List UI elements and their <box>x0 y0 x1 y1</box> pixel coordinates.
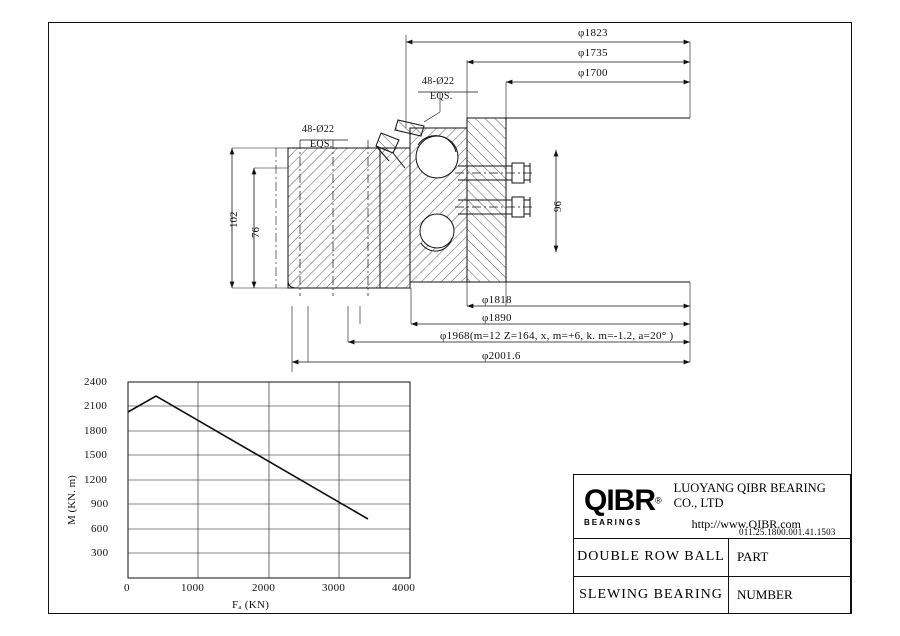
chart-xtick-0: 0 <box>124 582 130 594</box>
hole-note-upper-line1: 48-Ø22 <box>422 76 455 87</box>
hole-note-upper-line2: EQS. <box>430 91 453 102</box>
dim-label-76: 76 <box>250 227 262 238</box>
hole-note-lower-line2: EQS. <box>310 139 333 150</box>
hole-note-lower-line1: 48-Ø22 <box>302 124 335 135</box>
part-number-cell <box>729 539 850 613</box>
chart-ytick-1800: 1800 <box>84 425 108 437</box>
dim-label-1823: φ1823 <box>578 27 608 39</box>
chart-xtick-4000: 4000 <box>392 582 416 594</box>
chart-ytick-1200: 1200 <box>84 474 108 486</box>
chart-ytick-1500: 1500 <box>84 449 108 461</box>
chart-xtick-2000: 2000 <box>252 582 276 594</box>
dim-label-1968: φ1968(m=12 Z=164, x, m=+6, k. m=-1.2, a=20° ) <box>440 330 674 342</box>
title-block-info-row <box>574 539 850 613</box>
part-number-value: 011.25.1800.001.41.1503 <box>739 527 836 537</box>
chart-ytick-2100: 2100 <box>84 400 108 412</box>
title-block <box>573 474 851 614</box>
dim-label-1818: φ1818 <box>482 294 512 306</box>
company-name: LUOYANG QIBR BEARING CO., LTD <box>673 481 826 510</box>
dim-label-1890: φ1890 <box>482 312 512 324</box>
company-website: http://www.QIBR.com <box>691 517 801 531</box>
chart-xtick-1000: 1000 <box>181 582 205 594</box>
registered-trademark-icon: ® <box>655 495 662 506</box>
chart-yaxis-label: M (KN. m) <box>66 475 78 525</box>
chart-ytick-600: 600 <box>91 523 109 535</box>
part-label-2: NUMBER <box>737 586 793 602</box>
logo-subtitle: BEARINGS <box>584 518 643 527</box>
product-line-2: SLEWING BEARING <box>579 586 723 602</box>
chart-xtick-3000: 3000 <box>322 582 346 594</box>
chart-xaxis-label: Fₐ (KN) <box>232 599 270 611</box>
part-label-1: PART <box>729 539 850 577</box>
dim-label-2001: φ2001.6 <box>482 350 521 362</box>
chart-ytick-300: 300 <box>91 547 109 559</box>
product-name-cell <box>574 539 729 613</box>
dim-label-102: 102 <box>228 211 240 228</box>
dim-label-96: 96 <box>552 201 564 212</box>
chart-ytick-900: 900 <box>91 498 109 510</box>
logo-text <box>584 486 662 516</box>
dim-label-1735: φ1735 <box>578 47 608 59</box>
logo-wordmark: QIBR <box>584 484 655 517</box>
product-line-1: DOUBLE ROW BALL <box>574 539 728 577</box>
dim-label-1700: φ1700 <box>578 67 608 79</box>
chart-ytick-2400: 2400 <box>84 376 108 388</box>
